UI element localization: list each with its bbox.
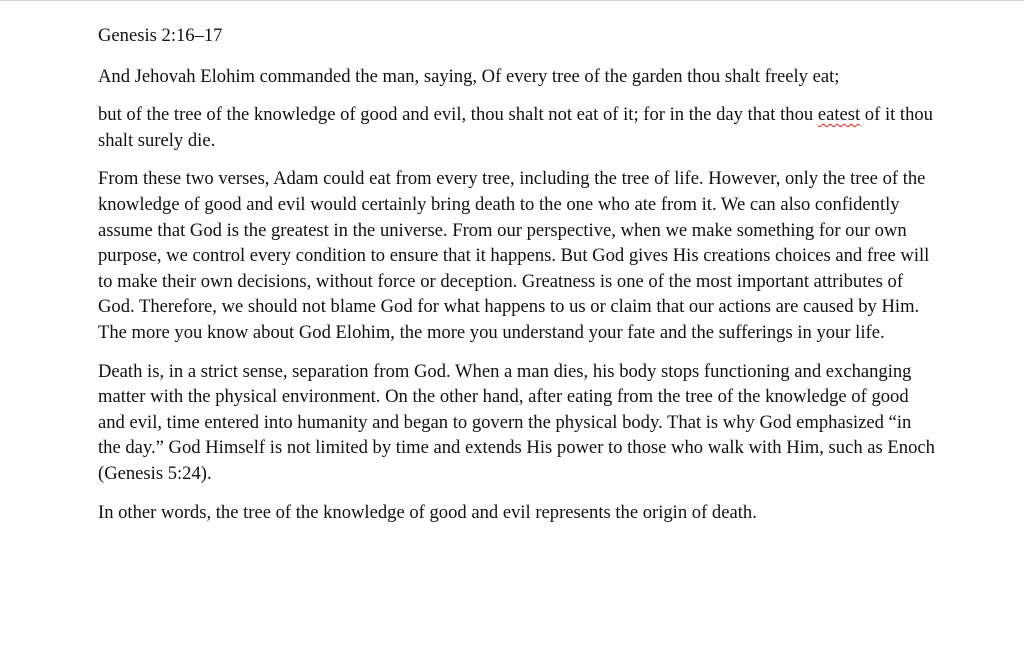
verse-16-paragraph: And Jehovah Elohim commanded the man, saying, Of every tree of the garden thou shalt freely eat;: [98, 65, 840, 87]
verse-17-text-start: but of the tree of the knowledge of good and evil, thou shalt not eat of it; for in the day that thou: [98, 104, 818, 126]
document-page[interactable]: [98, 23, 938, 538]
commentary-paragraph-1: From these two verses, Adam could eat from every tree, including the tree of life. However, only the tree of the knowledge of good and evil would certainly bring death to the one who ate from it. We can also confidently assume that God is the greatest in the universe. From our perspective, when we make something for our own purpose, we control every condition to ensure that it happens. But God gives His creations choices and free will to make their own decisions, without force or deception. Greatness is one of the most important attributes of God. Therefore, we should not blame God for what happens to us or claim that our actions are caused by Him. The more you know about God Elohim, the more you understand your fate and the sufferings in your life.: [98, 168, 930, 343]
misspelled-word-eatest[interactable]: eatest: [817, 104, 861, 126]
verse-17-paragraph: [98, 102, 938, 153]
scripture-reference-heading: Genesis 2:16–17: [98, 25, 223, 46]
verse-17-text-end: of it thou shalt surely die.: [98, 104, 933, 151]
conclusion-paragraph: In other words, the tree of the knowledge of good and evil represents the origin of death.: [98, 501, 757, 523]
commentary-paragraph-2: Death is, in a strict sense, separation from God. When a man dies, his body stops functioning and exchanging matter with the physical environment. On the other hand, after eating from the tree of the knowledge of good and evil, time entered into humanity and began to govern the physical body. That is why God emphasized “in the day.” God Himself is not limited by time and extends His power to those who walk with Him, such as Enoch (Genesis 5:24).: [98, 360, 935, 484]
